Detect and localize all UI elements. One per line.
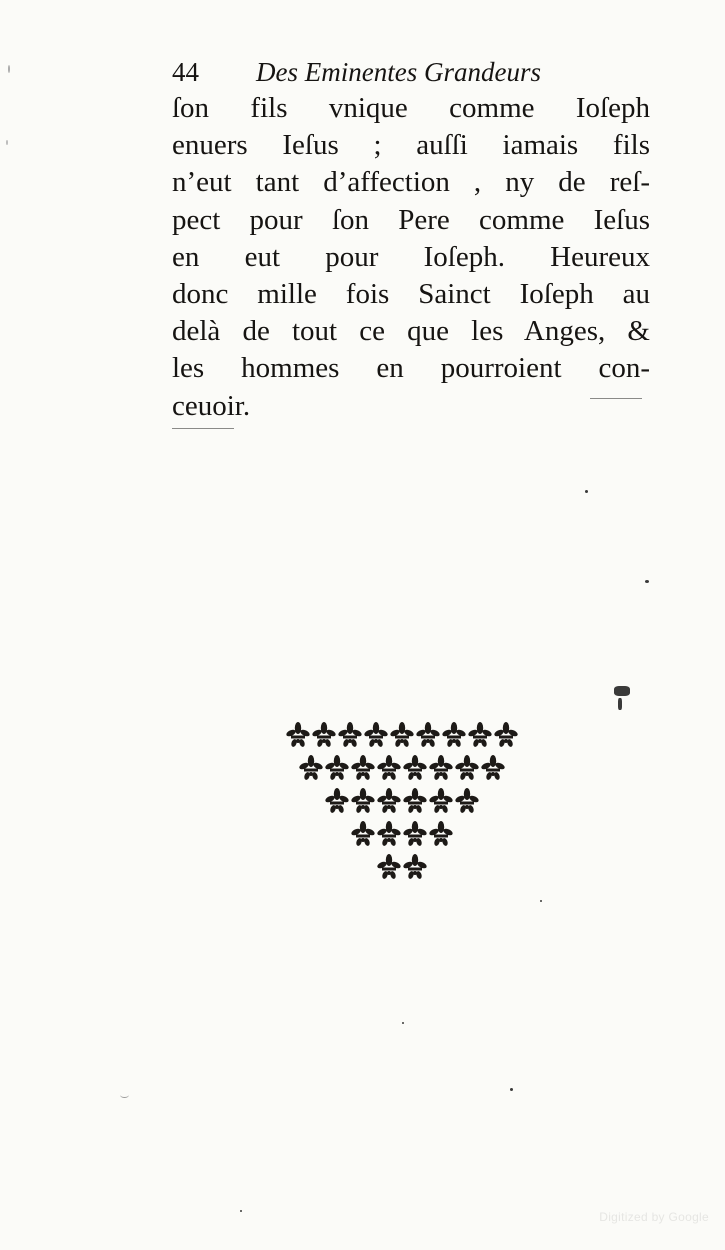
fleuron-glyph [324,788,349,814]
fleuron-glyph [402,788,427,814]
paper-speck [240,1210,242,1212]
fleuron-glyph [402,755,427,781]
fleuron-glyph [389,722,414,748]
fleuron-glyph [467,722,492,748]
running-head [172,52,612,92]
fleuron-glyph [350,755,375,781]
text-line: les hommes en pourroient con- [172,352,650,385]
fleuron-glyph [376,854,401,880]
fleuron-glyph [441,722,466,748]
running-title: Des Eminentes Grandeurs [256,57,541,87]
page-number: 44 [172,57,199,87]
text-line: ceuoir. [172,389,251,422]
fleuron-glyph [428,788,453,814]
paper-speck [120,1092,129,1098]
fleuron-glyph [402,854,427,880]
fleuron-glyph [376,821,401,847]
fleuron-glyph [415,722,440,748]
paper-speck [585,490,588,493]
fleuron-glyph [337,722,362,748]
paper-speck [510,1088,513,1091]
fleuron-glyph [311,722,336,748]
text-line: pect pour ſon Pere comme Ieſus [172,203,650,236]
text-line: donc mille fois Sainct Ioſeph au [172,277,650,310]
paper-speck [540,900,542,902]
ink-rule [172,428,234,429]
fleuron-glyph [493,722,518,748]
paper-speck [614,686,630,696]
paper-speck [8,65,10,73]
paper-speck [645,580,649,583]
fleuron-glyph [363,722,388,748]
fleuron-glyph [454,755,479,781]
body-text [172,90,650,425]
paper-speck [6,140,8,145]
fleuron-glyph [454,788,479,814]
fleuron-glyph [428,821,453,847]
text-line: ſon fils vnique comme Ioſeph [172,92,650,124]
text-line: en eut pour Ioſeph. Heureux [172,240,650,273]
text-line: n’eut tant d’affection , ny de reſ- [172,166,650,199]
fleuron-glyph [376,755,401,781]
fleuron-glyph [324,755,349,781]
text-line: delà de tout ce que les Anges, & [172,315,650,348]
fleuron-glyph [298,755,323,781]
digitization-watermark: Digitized by Google [599,1210,709,1224]
ink-rule [590,398,642,399]
paper-speck [402,1022,404,1024]
fleuron-glyph [376,788,401,814]
fleuron-tailpiece-icon [266,720,538,890]
text-line: enuers Ieſus ; auſſi iamais fils [172,129,650,162]
fleuron-glyph [350,788,375,814]
fleuron-glyph [285,722,310,748]
paper-speck [618,698,622,710]
fleuron-glyph [350,821,375,847]
fleuron-glyph [480,755,505,781]
fleuron-glyph [402,821,427,847]
fleuron-glyph [428,755,453,781]
